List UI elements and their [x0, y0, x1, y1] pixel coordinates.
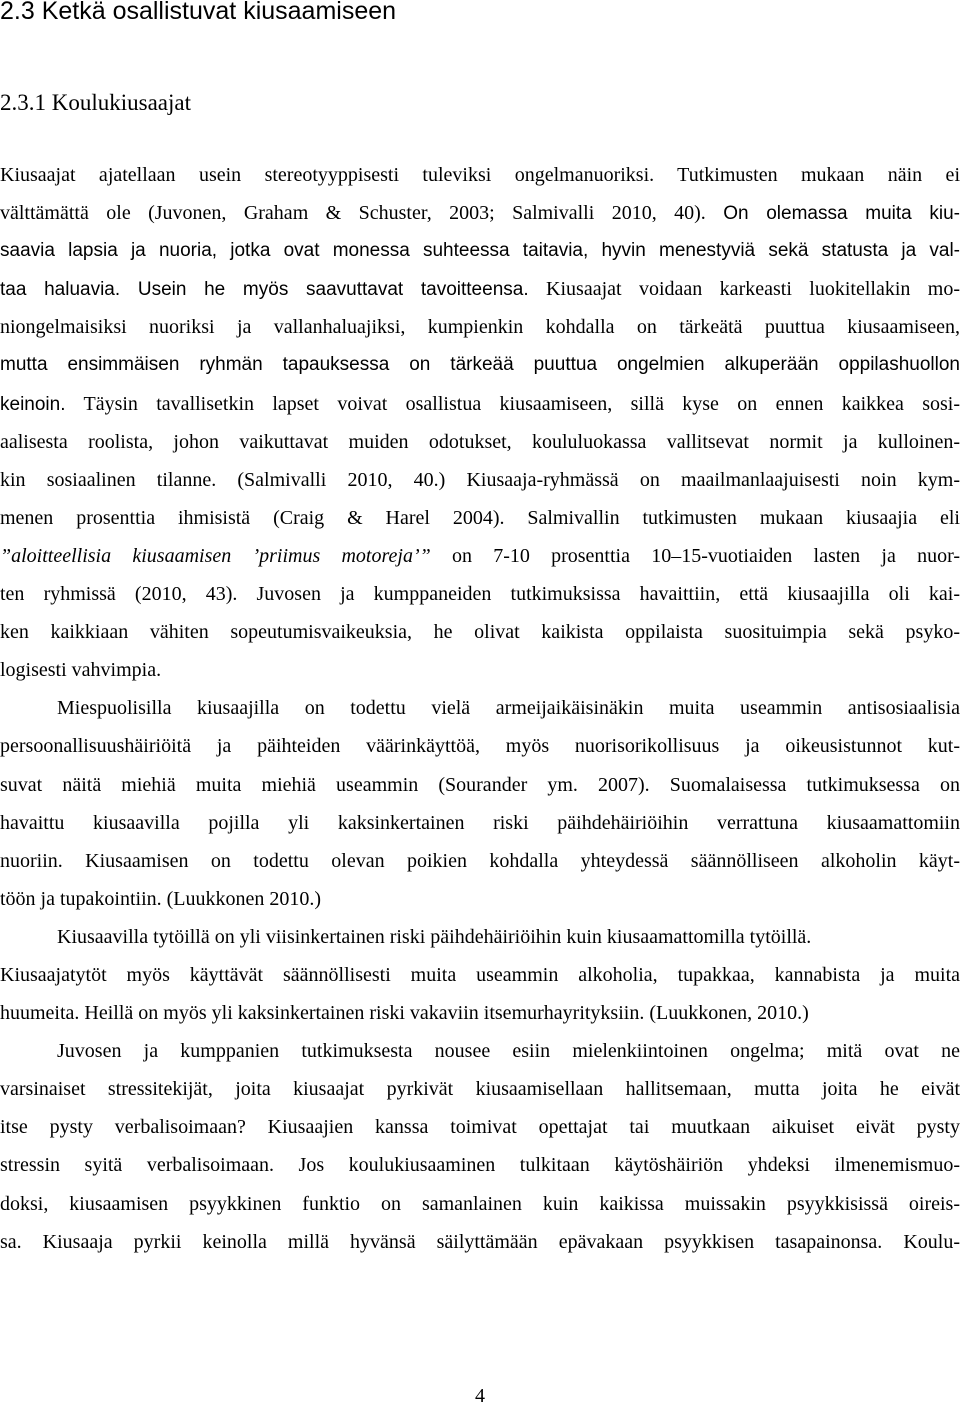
text-line: huumeita. Heillä on myös yli kaksinkertainen riski vakaviin itsemurhayrityksiin. (Luukkonen, 2010.)	[0, 1002, 809, 1025]
text-line: Juvosen ja kumppanien tutkimuksesta nousee esiin mielenkiintoinen ongelma; mitä ovat ne	[57, 1040, 960, 1063]
text-line	[0, 537, 960, 575]
text-line: sa. Kiusaaja pyrkii keinolla millä hyvänsä säilyttämään epävakaan psyykkisen tasapainonsa. Koulu-	[0, 1230, 960, 1253]
section-heading: 2.3 Ketkä osallistuvat kiusaamiseen	[0, 0, 397, 25]
text-line: ten ryhmissä (2010, 43). Juvosen ja kumppaneiden tutkimuksissa havaittiin, että kiusaajilla oli kai-	[0, 583, 960, 606]
text-line: menen prosenttia ihmisistä (Craig & Harel 2004). Salmivallin tutkimusten mukaan kiusaajia eli	[0, 506, 960, 529]
page-number: 4	[475, 1385, 485, 1407]
text-line: saavia lapsia ja nuoria, jotka ovat monessa suhteessa taitavia, hyvin menestyviä sekä statusta ja val-	[0, 240, 960, 262]
text-line: suvat näitä miehiä muita miehiä useammin (Sourander ym. 2007). Suomalaisessa tutkimuksessa on	[0, 773, 960, 796]
text-line: kin sosiaalinen tilanne. (Salmivalli 2010, 40.) Kiusaaja-ryhmässä on maailmanlaajuisesti noin kym-	[0, 468, 960, 491]
text-segment: Kiusaajat voidaan karkeasti luokitellakin mo-	[546, 278, 960, 301]
text-line	[0, 270, 960, 308]
text-segment: taa haluavia. Usein he myös saavuttavat tavoitteensa.	[0, 279, 529, 301]
text-segment: Täysin tavallisetkin lapset voivat osallistua kiusaamiseen, sillä kyse on ennen kaikkea sosi-	[83, 392, 960, 415]
text-line: itse pysty verbalisoimaan? Kiusaajien kanssa toimivat opettajat tai muutkaan aikuiset eivät pysty	[0, 1116, 960, 1139]
text-line: varsinaiset stressitekijät, joita kiusaajat pyrkivät kiusaamisellaan hallitsemaan, mutta joita he eivät	[0, 1078, 960, 1101]
text-line	[0, 194, 960, 232]
text-line: aalisesta roolista, johon vaikuttavat muiden odotukset, koululuokassa vallitsevat normit ja kulloinen-	[0, 430, 960, 453]
text-line: logisesti vahvimpia.	[0, 659, 162, 682]
text-line: niongelmaisiksi nuoriksi ja vallanhaluajiksi, kumpienkin kohdalla on tärkeätä puuttua kiusaamiseen,	[0, 316, 960, 339]
body-text	[0, 156, 960, 1261]
text-line: nuoriin. Kiusaamisen on todettu olevan poikien kohdalla yhteydessä säännölliseen alkoholin käyt-	[0, 849, 960, 872]
subsection-heading: 2.3.1 Koulukiusaajat	[0, 90, 191, 115]
text-line	[0, 385, 960, 423]
text-line: mutta ensimmäisen ryhmän tapauksessa on tärkeää puuttua ongelmien alkuperään oppilashuollon	[0, 354, 960, 376]
quoted-phrase: ”aloitteellisia kiusaamisen ’priimus motoreja’”	[0, 544, 431, 567]
text-line: Kiusaavilla tytöillä on yli viisinkertainen riski päihdehäiriöihin kuin kiusaamattomilla tytöillä.	[57, 925, 812, 948]
text-line: Kiusaajatytöt myös käyttävät säännöllisesti muita useammin alkoholia, tupakkaa, kannabista ja muita	[0, 963, 960, 986]
text-segment: on 7-10 prosenttia 10–15-vuotiaiden lasten ja nuor-	[451, 544, 960, 567]
text-line: persoonallisuushäiriöitä ja päihteiden väärinkäyttöä, myös nuorisorikollisuus ja oikeusistunnot kut-	[0, 735, 960, 758]
text-segment: keinoin.	[0, 393, 66, 415]
text-line: ken kaikkiaan vähiten sopeutumisvaikeuksia, he olivat kaikista oppilaista suosituimpia sekä psyko-	[0, 621, 960, 644]
text-segment: On olemassa muita kiu-	[723, 203, 960, 225]
text-line: Kiusaajat ajatellaan usein stereotyyppisesti tuleviksi ongelmanuoriksi. Tutkimusten mukaan näin ei	[0, 164, 960, 186]
text-line: doksi, kiusaamisen psyykkinen funktio on samanlainen kuin kaikissa muissakin psyykkisissä oireis-	[0, 1192, 960, 1215]
text-line: havaittu kiusaavilla pojilla yli kaksinkertainen riski päihdehäiriöihin verrattuna kiusaamattomiin	[0, 811, 960, 834]
text-segment: välttämättä ole (Juvonen, Graham & Schuster, 2003; Salmivalli 2010, 40).	[0, 202, 706, 225]
text-line: Miespuolisilla kiusaajilla on todettu vielä armeijaikäisinäkin muita useammin antisosiaalisia	[57, 697, 960, 720]
text-line: töön ja tupakointiin. (Luukkonen 2010.)	[0, 887, 322, 910]
text-line: stressin syitä verbalisoimaan. Jos koulukiusaaminen tulkitaan käytöshäiriön yhdeksi ilmenemismuo-	[0, 1154, 960, 1177]
